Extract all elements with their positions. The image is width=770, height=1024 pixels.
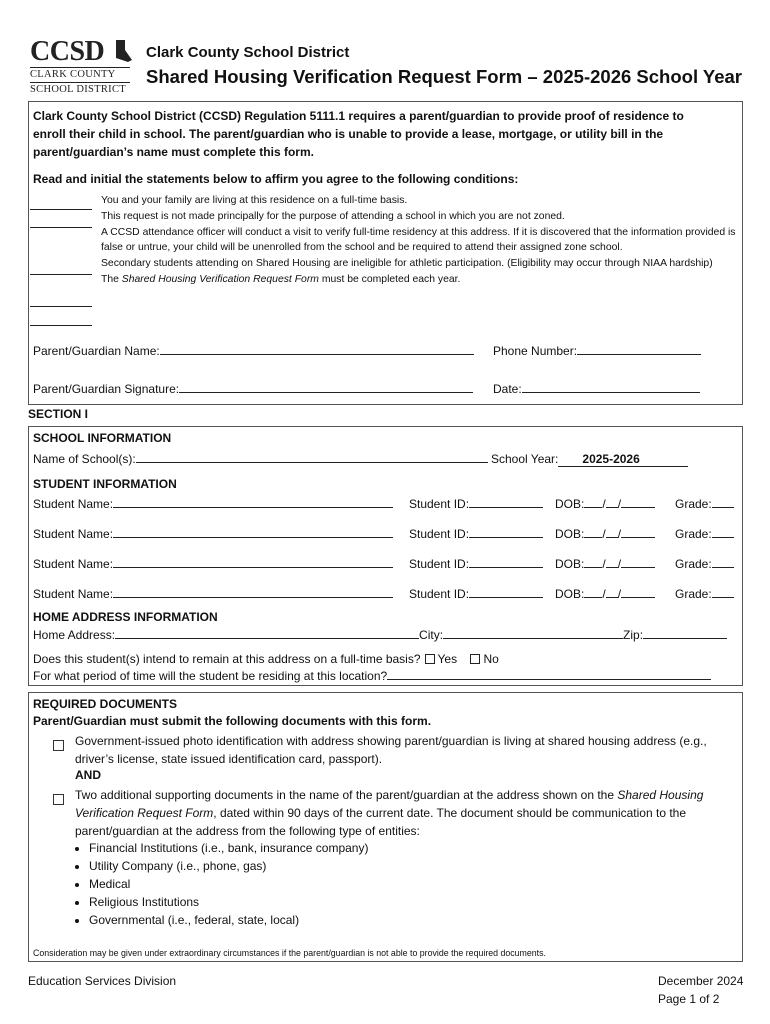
dob-day[interactable] (606, 537, 618, 538)
list-item: • Utility Company (i.e., phone, gas) (89, 857, 368, 875)
no-label: No (483, 652, 499, 666)
doc-item-1: Government-issued photo identification with address showing parent/guardian is living at shared housing address (e.g., driver’s license, state issued identification card, passport). (75, 734, 707, 766)
dob-year[interactable] (621, 567, 655, 568)
date-field[interactable] (522, 392, 700, 393)
initial-line-2[interactable] (30, 227, 92, 228)
required-docs-heading: REQUIRED DOCUMENTS (33, 697, 178, 711)
conditions-list (101, 193, 741, 288)
district-name: Clark County School District (146, 44, 350, 61)
student-row: Student Name: Student ID: DOB: / / Grade: (33, 587, 741, 613)
grade-field[interactable] (712, 537, 734, 538)
doc-checkbox-1[interactable] (53, 737, 74, 755)
ccsd-logo (30, 38, 138, 100)
list-item: • Religious Institutions (89, 893, 368, 911)
guardian-name-row: Parent/Guardian Name: (33, 344, 474, 358)
entity-list (75, 839, 368, 929)
consideration-note: Consideration may be given under extraordinary circumstances if the parent/guardian is not able to provide the required documents. (33, 948, 546, 958)
date-row: Date: (493, 382, 700, 396)
list-item: • Financial Institutions (i.e., bank, insurance company) (89, 839, 368, 857)
period-question: For what period of time will the student be residing at this location? (33, 669, 711, 683)
student-name-field[interactable] (113, 537, 393, 538)
student-id-field[interactable] (469, 507, 543, 508)
home-address-heading: HOME ADDRESS INFORMATION (33, 610, 218, 624)
no-checkbox[interactable] (470, 654, 480, 664)
student-id-field[interactable] (469, 537, 543, 538)
student-info-heading: STUDENT INFORMATION (33, 477, 177, 491)
section-label: SECTION I (28, 407, 89, 421)
school-name-field[interactable] (136, 462, 488, 463)
grade-field[interactable] (712, 597, 734, 598)
logo-text: CCSD (30, 36, 105, 67)
intro-text: Clark County School District (CCSD) Regulation 5111.1 requires a parent/guardian to provide proof of residence to enroll their child in school. The parent/guardian who is unable to provide a lease, mortgage, or utility bill in the parent/guardian’s name must complete this form. (33, 109, 684, 159)
signature-row: Parent/Guardian Signature: (33, 382, 473, 396)
condition-5: The Shared Housing Verification Request Form must be completed each year. (101, 273, 461, 285)
school-info-heading: SCHOOL INFORMATION (33, 431, 172, 445)
dob-month[interactable] (584, 537, 602, 538)
condition-2: This request is not made principally for the purpose of attending a school in which you are not zoned. (101, 210, 565, 222)
school-year-row: School Year: 2025-2026 (491, 452, 688, 467)
condition-4: Secondary students attending on Shared Housing are ineligible for athletic participation. (Eligibility may occur through NIAA hardship) (101, 258, 713, 270)
student-name-field[interactable] (113, 567, 393, 568)
dob-day[interactable] (606, 507, 618, 508)
student-id-field[interactable] (469, 597, 543, 598)
doc-item-2: Two additional supporting documents in the name of the parent/guardian at the address shown on the Shared Housing Verification Request Form, dated within 90 days of the current date. The document should be communication to the parent/guardian at the address from the following type of entities: (75, 788, 704, 838)
logo-line-1: CLARK COUNTY (30, 69, 116, 80)
signature-field[interactable] (179, 392, 473, 393)
dob-day[interactable] (606, 597, 618, 598)
dob-month[interactable] (584, 507, 602, 508)
logo-line-2: SCHOOL DISTRICT (30, 84, 126, 95)
phone-field[interactable] (577, 354, 701, 355)
initial-line-1[interactable] (30, 209, 92, 210)
initial-line-5[interactable] (30, 325, 92, 326)
dob-day[interactable] (606, 567, 618, 568)
student-id-field[interactable] (469, 567, 543, 568)
school-year-field[interactable]: 2025-2026 (558, 452, 688, 467)
student-name-field[interactable] (113, 597, 393, 598)
guardian-name-field[interactable] (160, 354, 474, 355)
student-name-field[interactable] (113, 507, 393, 508)
footer-page: Page 1 of 2 (658, 992, 720, 1006)
dob-month[interactable] (584, 567, 602, 568)
dob-month[interactable] (584, 597, 602, 598)
grade-field[interactable] (712, 507, 734, 508)
student-row: Student Name: Student ID: DOB: / / Grade: (33, 557, 741, 587)
list-item: • Governmental (i.e., federal, state, local) (89, 911, 368, 929)
footer-date: December 2024 (658, 974, 744, 988)
yes-checkbox[interactable] (425, 654, 435, 664)
grade-field[interactable] (712, 567, 734, 568)
city-field[interactable] (443, 638, 623, 639)
school-name-row: Name of School(s): (33, 452, 488, 466)
condition-1: You and your family are living at this residence on a full-time basis. (101, 195, 408, 206)
page-title: Shared Housing Verification Request Form – 2025-2026 School Year (146, 66, 742, 87)
yes-label: Yes (437, 652, 458, 666)
student-row: Student Name: Student ID: DOB: / / Grade: (33, 497, 741, 527)
period-field[interactable] (387, 679, 711, 680)
initial-line-3[interactable] (30, 274, 92, 275)
nevada-state-icon (116, 40, 132, 62)
dob-year[interactable] (621, 537, 655, 538)
list-item: • Medical (89, 875, 368, 893)
doc-checkbox-2[interactable] (53, 791, 74, 809)
phone-row: Phone Number: (493, 344, 701, 358)
address-row: Home Address: City: Zip: (33, 628, 741, 642)
conditions-heading: Read and initial the statements below to affirm you agree to the following conditions: (33, 172, 519, 186)
dob-year[interactable] (621, 597, 655, 598)
student-rows (33, 497, 741, 613)
zip-field[interactable] (643, 638, 727, 639)
student-row: Student Name: Student ID: DOB: / / Grade: (33, 527, 741, 557)
initial-line-4[interactable] (30, 306, 92, 307)
footer-division: Education Services Division (28, 974, 177, 988)
dob-year[interactable] (621, 507, 655, 508)
required-docs-subheading: Parent/Guardian must submit the following documents with this form. (33, 714, 432, 728)
and-label: AND (75, 768, 101, 782)
condition-3: A CCSD attendance officer will conduct a visit to verify full-time residency at this address. If it is discovered that the information provided is false or untrue, your child will be unenrolled from the school and be required to attend their assigned zone school. (101, 226, 736, 254)
home-address-field[interactable] (115, 638, 419, 639)
full-time-question: Does this student(s) intend to remain at this address on a full-time basis? Yes No (33, 652, 499, 666)
